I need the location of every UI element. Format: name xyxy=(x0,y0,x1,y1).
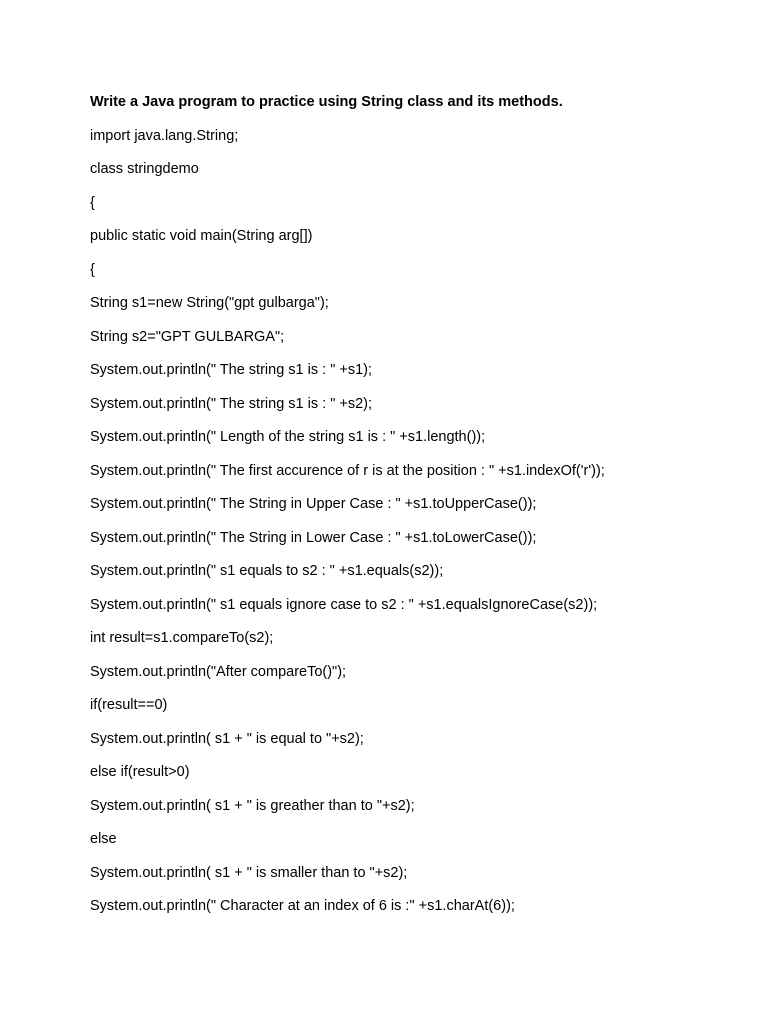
code-line: System.out.println(" The string s1 is : " +s2); xyxy=(90,395,373,412)
code-line: class stringdemo xyxy=(90,161,199,177)
code-line: System.out.println(" s1 equals to s2 : " +s1.equals(s2)); xyxy=(90,563,444,579)
code-line: System.out.println( s1 + " is greather than to "+s2); xyxy=(90,797,415,814)
code-line: System.out.println(" Character at an index of 6 is :" +s1.charAt(6)); xyxy=(90,898,515,914)
code-line: System.out.println(" The first accurence of r is at the position : " +s1.indexOf('r')); xyxy=(90,462,605,479)
code-line: String s2="GPT GULBARGA"; xyxy=(90,328,285,345)
code-line: System.out.println("After compareTo()"); xyxy=(90,663,347,680)
code-line: import java.lang.String; xyxy=(90,127,239,144)
document-content xyxy=(90,92,750,930)
code-line: System.out.println(" The String in Lower Case : " +s1.toLowerCase()); xyxy=(90,529,537,546)
code-line: else xyxy=(90,831,117,847)
code-line: System.out.println( s1 + " is equal to "+s2); xyxy=(90,730,364,747)
code-line: { xyxy=(90,261,95,278)
document-heading: Write a Java program to practice using String class and its methods. xyxy=(90,94,563,110)
code-line: System.out.println( s1 + " is smaller than to "+s2); xyxy=(90,864,408,881)
code-line: int result=s1.compareTo(s2); xyxy=(90,630,274,646)
code-line: public static void main(String arg[]) xyxy=(90,228,313,244)
code-line: System.out.println(" s1 equals ignore case to s2 : " +s1.equalsIgnoreCase(s2)); xyxy=(90,596,598,613)
code-line: String s1=new String("gpt gulbarga"); xyxy=(90,295,329,311)
code-line: else if(result>0) xyxy=(90,764,190,780)
code-line: if(result==0) xyxy=(90,697,168,713)
code-line: System.out.println(" The String in Upper Case : " +s1.toUpperCase()); xyxy=(90,496,537,512)
code-line: { xyxy=(90,194,95,211)
code-listing xyxy=(90,126,750,930)
code-line: System.out.println(" Length of the string s1 is : " +s1.length()); xyxy=(90,429,486,445)
code-line: System.out.println(" The string s1 is : " +s1); xyxy=(90,362,373,378)
